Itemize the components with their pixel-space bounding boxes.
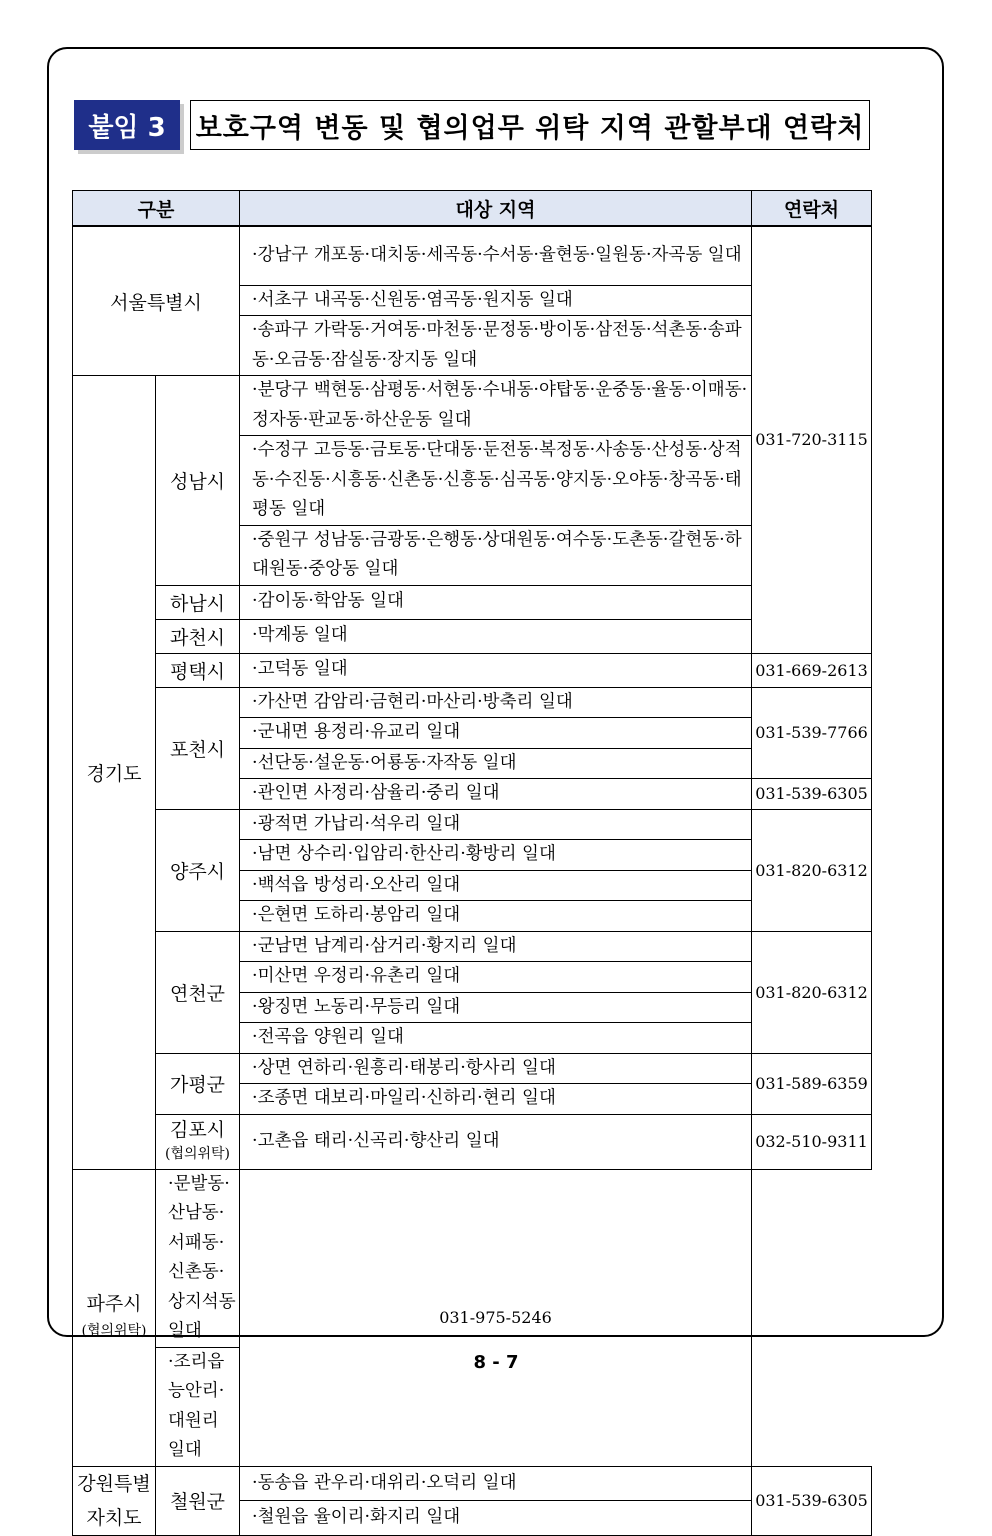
phone-yeoncheon: 031-820-6312 <box>752 931 872 1053</box>
region-gangwon <box>73 1466 156 1535</box>
city-yeoncheon: 연천군 <box>156 931 240 1053</box>
table-row <box>73 1053 872 1084</box>
phone-pyeongtaek: 031-669-2613 <box>752 653 872 687</box>
city-gapyeong: 가평군 <box>156 1053 240 1114</box>
area-cell: ·송파구 가락동·거여동·마천동·문정동·방이동·삼전동·석촌동·송파동·오금동·잠실동·장지동 일대 <box>240 316 752 376</box>
table-row <box>73 226 872 285</box>
table-row <box>73 931 872 962</box>
table-row <box>73 809 872 840</box>
phone-cheorwon: 031-539-6305 <box>752 1466 872 1535</box>
page-title: 보호구역 변동 및 협의업무 위탁 지역 관할부대 연락처 <box>190 100 870 150</box>
area-cell: ·조종면 대보리·마일리·신하리·현리 일대 <box>240 1084 752 1115</box>
table-row <box>73 1169 872 1347</box>
city-paju-note: (협의위탁) <box>81 1322 147 1339</box>
area-cell: ·감이동·학암동 일대 <box>240 585 752 619</box>
area-cell: ·중원구 성남동·금광동·은행동·상대원동·여수동·도촌동·갈현동·하대원동·중앙동 일대 <box>240 525 752 585</box>
area-cell: ·미산면 우정리·유촌리 일대 <box>240 962 752 993</box>
attachment-badge: 붙임 3 <box>74 100 180 150</box>
area-cell: ·전곡읍 양원리 일대 <box>240 1023 752 1054</box>
area-cell: ·관인면 사정리·삼율리·중리 일대 <box>240 779 752 810</box>
city-gimpo <box>156 1114 240 1169</box>
header-contact: 연락처 <box>752 191 872 227</box>
area-cell: ·군내면 용정리·유교리 일대 <box>240 718 752 749</box>
table-row <box>73 687 872 718</box>
city-seongnam: 성남시 <box>156 376 240 586</box>
area-cell: ·남면 상수리·입암리·한산리·황방리 일대 <box>240 840 752 871</box>
area-cell: ·은현면 도하리·봉암리 일대 <box>240 901 752 932</box>
table-header-row <box>73 191 872 227</box>
page-number: 8 - 7 <box>473 1352 519 1373</box>
area-cell: ·가산면 감암리·금현리·마산리·방축리 일대 <box>240 687 752 718</box>
city-paju-name: 파주시 <box>86 1292 142 1315</box>
phone-pocheon-2: 031-539-6305 <box>752 779 872 810</box>
header-division: 구분 <box>73 191 240 227</box>
area-cell: ·수정구 고등동·금토동·단대동·둔전동·복정동·사송동·산성동·상적동·수진동·시흥동·신촌동·신흥동·심곡동·양지동·오야동·창곡동·태평동 일대 <box>240 436 752 526</box>
city-hanam: 하남시 <box>156 585 240 619</box>
city-pocheon: 포천시 <box>156 687 240 809</box>
contact-table <box>72 190 872 1536</box>
area-cell: ·군남면 남계리·삼거리·황지리 일대 <box>240 931 752 962</box>
area-cell: ·조리읍 능안리·대원리 일대 <box>156 1347 240 1466</box>
area-cell: ·선단동·설운동·어룡동·자작동 일대 <box>240 748 752 779</box>
phone-seongnam: 031-720-3115 <box>752 226 872 653</box>
area-cell: ·고촌읍 태리·신곡리·향산리 일대 <box>240 1114 752 1169</box>
city-pyeongtaek: 평택시 <box>156 653 240 687</box>
area-cell: ·분당구 백현동·삼평동·서현동·수내동·야탑동·운중동·율동·이매동·정자동·판교동·하산운동 일대 <box>240 376 752 436</box>
table-row <box>73 1466 872 1501</box>
table-row <box>73 1114 872 1169</box>
phone-gimpo: 032-510-9311 <box>752 1114 872 1169</box>
city-yangju: 양주시 <box>156 809 240 931</box>
phone-gapyeong: 031-589-6359 <box>752 1053 872 1114</box>
area-cell: ·동송읍 관우리·대위리·오덕리 일대 <box>240 1466 752 1501</box>
area-cell: ·서초구 내곡동·신원동·염곡동·원지동 일대 <box>240 285 752 316</box>
area-cell: ·백석읍 방성리·오산리 일대 <box>240 870 752 901</box>
city-gimpo-name: 김포시 <box>169 1118 226 1141</box>
area-cell: ·상면 연하리·원흥리·태봉리·항사리 일대 <box>240 1053 752 1084</box>
city-cheorwon: 철원군 <box>156 1466 240 1535</box>
table-row <box>73 653 872 687</box>
phone-paju: 031-975-5246 <box>240 1169 752 1466</box>
area-cell: ·광적면 가납리·석우리 일대 <box>240 809 752 840</box>
area-cell: ·막계동 일대 <box>240 619 752 653</box>
region-seoul: 서울특별시 <box>73 226 240 376</box>
phone-pocheon-1: 031-539-7766 <box>752 687 872 779</box>
area-cell: ·철원읍 율이리·화지리 일대 <box>240 1501 752 1536</box>
area-cell: ·왕징면 노동리·무등리 일대 <box>240 992 752 1023</box>
area-cell: ·강남구 개포동·대치동·세곡동·수서동·율현동·일원동·자곡동 일대 <box>240 226 752 285</box>
region-gyeonggi: 경기도 <box>73 376 156 1170</box>
region-gangwon-line2: 자치도 <box>86 1506 142 1529</box>
header-area: 대상 지역 <box>240 191 752 227</box>
city-paju <box>73 1169 156 1466</box>
city-gimpo-note: (협의위탁) <box>164 1145 231 1162</box>
city-gwacheon: 과천시 <box>156 619 240 653</box>
area-cell: ·문발동·산남동·서패동·신촌동·상지석동 일대 <box>156 1169 240 1347</box>
region-gangwon-line1: 강원특별 <box>77 1472 151 1495</box>
phone-yangju: 031-820-6312 <box>752 809 872 931</box>
area-cell: ·고덕동 일대 <box>240 653 752 687</box>
